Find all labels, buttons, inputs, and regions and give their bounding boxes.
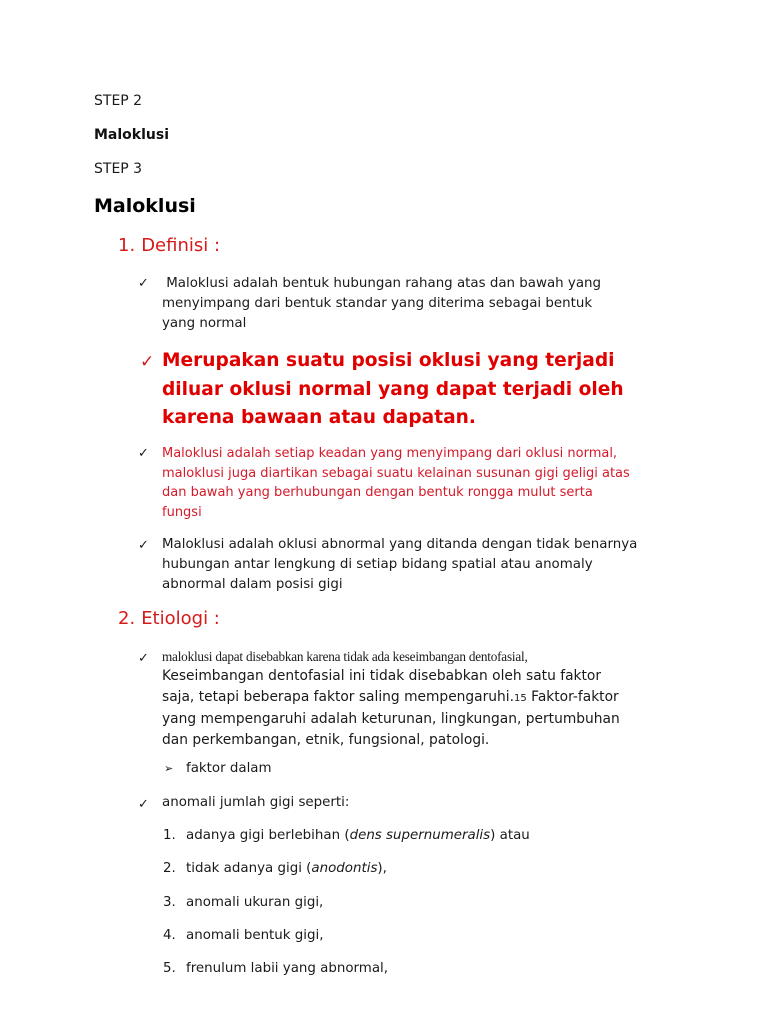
reference-number: 15	[514, 693, 527, 704]
etiology-paragraph	[162, 648, 620, 751]
text-line: karena bawaan atau dapatan.	[162, 407, 476, 428]
text-line: hubungan antar lengkung di setiap bidang spatial atau anomaly	[162, 557, 593, 572]
text-line: Merupakan suatu posisi oklusi yang terjadi	[162, 350, 615, 371]
text-line: dan bawah yang berhubungan dengan bentuk rongga mulut serta	[162, 485, 593, 500]
checkmark-icon: ✓	[138, 538, 149, 553]
item-text: adanya gigi berlebihan (	[186, 828, 350, 843]
sub-item-text: faktor dalam	[186, 761, 272, 776]
item-text: anomali bentuk gigi,	[186, 928, 324, 943]
item-number: 2.	[163, 861, 176, 876]
numbered-item-2	[163, 861, 387, 876]
checkmark-icon: ✓	[138, 651, 149, 666]
text-line: abnormal dalam posisi gigi	[162, 577, 343, 592]
text-line: Maloklusi adalah oklusi abnormal yang ditanda dengan tidak benarnya	[162, 537, 638, 552]
text-line: yang normal	[162, 316, 247, 331]
numbered-item-3	[163, 895, 323, 910]
section-heading-etiologi	[118, 608, 220, 629]
anomali-heading: anomali jumlah gigi seperti:	[162, 795, 350, 810]
item-number: 3.	[163, 895, 176, 910]
text-line: yang mempengaruhi adalah keturunan, lingkungan, pertumbuhan	[162, 711, 620, 727]
numbered-item-5	[163, 961, 388, 976]
numbered-item-4	[163, 928, 324, 943]
definition-paragraph-2-highlight	[162, 347, 624, 433]
checkmark-icon: ✓	[140, 352, 155, 372]
item-italic-term: anodontis	[311, 861, 378, 876]
sub-item-faktor-dalam	[164, 761, 272, 776]
section-heading-definisi	[118, 235, 220, 256]
text-line: Keseimbangan dentofasial ini tidak disebabkan oleh satu faktor	[162, 668, 602, 684]
step-3-label: STEP 3	[94, 161, 143, 177]
section-title: Etiologi :	[141, 608, 220, 629]
definition-paragraph-3	[162, 444, 630, 522]
step-2-topic: Maloklusi	[94, 127, 170, 143]
item-text: ) atau	[490, 828, 530, 843]
main-title: Maloklusi	[94, 195, 196, 217]
text-line: diluar oklusi normal yang dapat terjadi oleh	[162, 378, 624, 400]
item-text: anomali ukuran gigi,	[186, 895, 324, 910]
etiology-first-line: maloklusi dapat disebabkan karena tidak ada keseimbangan dentofasial,	[162, 649, 528, 664]
text-line	[162, 687, 620, 709]
item-text: ),	[377, 861, 387, 876]
text-line: maloklusi juga diartikan sebagai suatu kelainan susunan gigi geligi atas	[162, 465, 630, 481]
definition-paragraph-1	[162, 274, 601, 334]
text-line: Maloklusi adalah setiap keadan yang menyimpang dari oklusi normal,	[162, 446, 618, 461]
step-2-label: STEP 2	[94, 93, 143, 109]
section-number: 2.	[118, 608, 136, 629]
item-number: 1.	[163, 828, 176, 843]
arrowhead-icon: ➢	[164, 762, 174, 775]
item-italic-term: dens supernumeralis	[349, 828, 491, 843]
section-title: Definisi :	[141, 235, 221, 256]
item-text: frenulum labii yang abnormal,	[186, 961, 389, 976]
text-segment: Faktor-faktor	[526, 689, 619, 705]
text-line: dan perkembangan, etnik, fungsional, patologi.	[162, 732, 490, 748]
text-segment: saja, tetapi beberapa faktor saling mempengaruhi.	[162, 689, 515, 705]
item-number: 5.	[163, 961, 176, 976]
text-line: fungsi	[162, 504, 202, 520]
text-line: Maloklusi adalah bentuk hubungan rahang atas dan bawah yang	[162, 276, 602, 291]
checkmark-icon: ✓	[138, 276, 149, 291]
definition-paragraph-4	[162, 535, 637, 595]
item-text: tidak adanya gigi (	[186, 861, 312, 876]
checkmark-icon: ✓	[138, 797, 149, 812]
text-line: menyimpang dari bentuk standar yang diterima sebagai bentuk	[162, 296, 593, 311]
numbered-item-1	[163, 828, 530, 843]
item-number: 4.	[163, 928, 176, 943]
checkmark-icon: ✓	[138, 446, 149, 461]
section-number: 1.	[118, 235, 136, 256]
